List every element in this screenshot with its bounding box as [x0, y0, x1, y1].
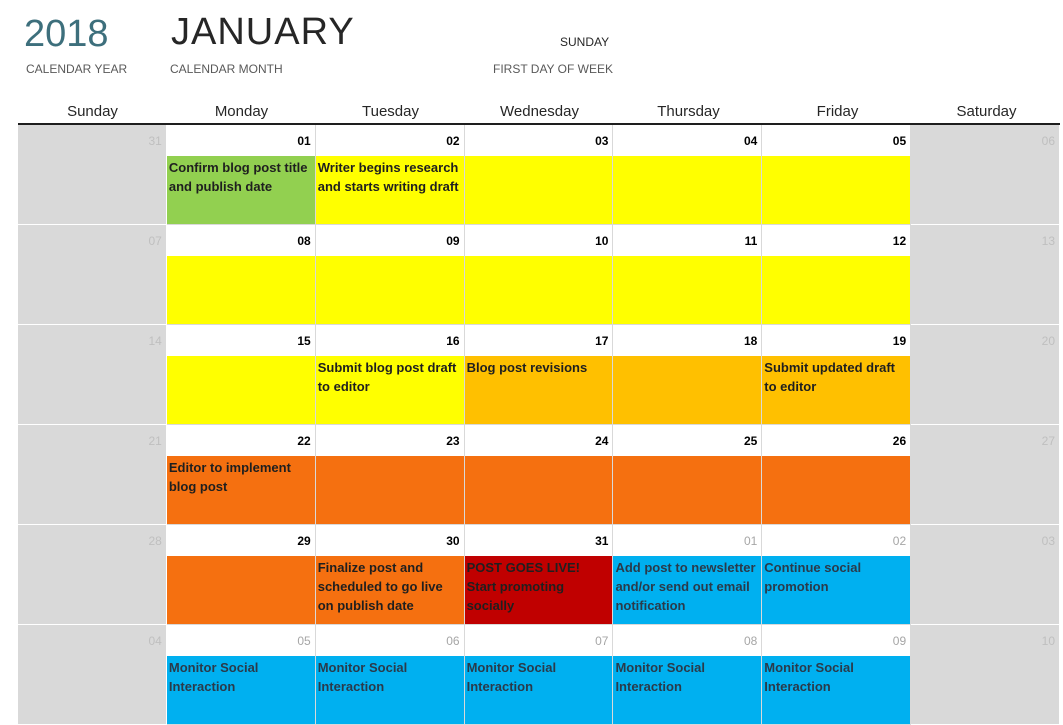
event-block[interactable] [613, 456, 761, 524]
weekday-header: Monday [214, 103, 269, 120]
day-cell[interactable] [613, 125, 762, 225]
calendar-year[interactable]: 2018 [24, 13, 109, 55]
day-cell[interactable] [18, 525, 167, 625]
weekday-header: Tuesday [362, 103, 419, 120]
day-cell[interactable] [613, 525, 762, 625]
event-block[interactable]: Monitor Social Interaction [762, 656, 910, 724]
day-cell[interactable] [316, 625, 465, 725]
day-cell[interactable] [465, 425, 614, 525]
day-number: 29 [297, 534, 311, 548]
day-number: 30 [446, 534, 460, 548]
day-number: 09 [446, 234, 460, 248]
day-number: 18 [743, 334, 758, 348]
calendar-week-row [18, 625, 1060, 725]
event-block[interactable]: Confirm blog post title and publish date [167, 156, 315, 224]
day-number: 03 [1041, 534, 1056, 548]
day-cell[interactable] [18, 225, 167, 325]
day-cell[interactable] [762, 125, 911, 225]
day-cell[interactable] [911, 225, 1060, 325]
day-cell[interactable] [18, 125, 167, 225]
event-block[interactable] [762, 256, 910, 324]
event-block[interactable]: Monitor Social Interaction [167, 656, 315, 724]
day-cell[interactable] [762, 625, 911, 725]
weekday-header: Thursday [657, 103, 720, 120]
event-block[interactable]: Monitor Social Interaction [465, 656, 613, 724]
day-cell[interactable] [316, 525, 465, 625]
day-number: 17 [595, 334, 609, 348]
weekday-header-row [18, 103, 1061, 120]
day-cell[interactable] [167, 625, 316, 725]
day-cell[interactable] [911, 325, 1060, 425]
day-number: 04 [148, 634, 162, 648]
day-cell[interactable] [18, 425, 167, 525]
day-cell[interactable] [911, 125, 1060, 225]
day-number: 31 [595, 534, 609, 548]
day-number: 13 [1041, 234, 1056, 248]
day-cell[interactable] [911, 525, 1060, 625]
day-number: 01 [743, 534, 758, 548]
day-cell[interactable] [167, 525, 316, 625]
day-cell[interactable] [316, 425, 465, 525]
day-number: 27 [1041, 434, 1056, 448]
day-cell[interactable] [465, 225, 614, 325]
day-number: 10 [1041, 634, 1056, 648]
day-cell[interactable] [465, 625, 614, 725]
day-number: 11 [744, 234, 758, 248]
day-number: 14 [148, 334, 162, 348]
day-cell[interactable] [316, 125, 465, 225]
day-cell[interactable] [911, 625, 1060, 725]
event-block[interactable] [613, 156, 761, 224]
event-block[interactable]: Submit blog post draft to editor [316, 356, 464, 424]
day-cell[interactable] [316, 325, 465, 425]
day-cell[interactable] [762, 225, 911, 325]
event-block[interactable]: Continue social promotion [762, 556, 910, 624]
day-number: 23 [446, 434, 460, 448]
day-number: 05 [297, 634, 311, 648]
day-number: 02 [446, 134, 460, 148]
day-number: 26 [892, 434, 907, 448]
day-cell[interactable] [762, 325, 911, 425]
event-block[interactable] [762, 456, 910, 524]
calendar-month[interactable]: JANUARY [171, 11, 355, 53]
weekday-header: Friday [816, 103, 859, 120]
calendar-week-row [18, 125, 1060, 225]
first-day-of-week[interactable]: SUNDAY [560, 35, 610, 49]
day-cell[interactable] [911, 425, 1060, 525]
calendar-week-row [18, 425, 1060, 525]
day-cell[interactable] [613, 325, 762, 425]
day-number: 04 [743, 134, 758, 148]
weekday-header: Sunday [67, 103, 118, 120]
day-cell[interactable] [762, 525, 911, 625]
day-cell[interactable] [167, 125, 316, 225]
day-cell[interactable] [613, 225, 762, 325]
day-number: 28 [148, 534, 162, 548]
day-cell[interactable] [18, 625, 167, 725]
day-number: 20 [1041, 334, 1056, 348]
day-number: 08 [743, 634, 758, 648]
day-cell[interactable] [465, 525, 614, 625]
day-number: 06 [446, 634, 460, 648]
event-block[interactable]: Editor to implement blog post [167, 456, 315, 524]
calendar-week-row [18, 525, 1060, 625]
day-number: 01 [297, 134, 311, 148]
event-block[interactable] [465, 156, 613, 224]
event-block[interactable] [465, 456, 613, 524]
calendar-month-caption: CALENDAR MONTH [170, 62, 283, 76]
day-number: 03 [595, 134, 609, 148]
day-cell[interactable] [18, 325, 167, 425]
event-block[interactable] [465, 256, 613, 324]
event-block[interactable]: POST GOES LIVE! Start promoting socially [465, 556, 613, 624]
day-cell[interactable] [167, 225, 316, 325]
day-cell[interactable] [167, 425, 316, 525]
day-number: 31 [148, 134, 162, 148]
calendar-grid [18, 125, 1060, 725]
day-cell[interactable] [167, 325, 316, 425]
day-number: 06 [1041, 134, 1056, 148]
event-block[interactable]: Blog post revisions [465, 356, 613, 424]
day-number: 02 [892, 534, 907, 548]
event-block[interactable]: Monitor Social Interaction [316, 656, 464, 724]
day-cell[interactable] [465, 325, 614, 425]
day-number: 24 [595, 434, 609, 448]
event-block[interactable] [167, 556, 315, 624]
event-block[interactable]: Monitor Social Interaction [613, 656, 761, 724]
calendar-year-caption: CALENDAR YEAR [26, 62, 128, 76]
event-block[interactable] [167, 356, 315, 424]
event-block[interactable] [167, 256, 315, 324]
day-number: 25 [743, 434, 758, 448]
first-day-of-week-caption: FIRST DAY OF WEEK [493, 62, 614, 76]
day-cell[interactable] [762, 425, 911, 525]
day-number: 22 [297, 434, 311, 448]
event-block[interactable]: Writer begins research and starts writing draft [316, 156, 464, 224]
event-block[interactable] [316, 456, 464, 524]
day-number: 09 [892, 634, 907, 648]
day-number: 07 [148, 234, 162, 248]
day-number: 05 [892, 134, 907, 148]
day-cell[interactable] [613, 625, 762, 725]
day-number: 08 [297, 234, 311, 248]
day-number: 21 [148, 434, 162, 448]
calendar-week-row [18, 325, 1060, 425]
weekday-header: Wednesday [500, 103, 579, 120]
day-number: 07 [595, 634, 609, 648]
day-number: 15 [297, 334, 311, 348]
weekday-header: Saturday [956, 103, 1017, 120]
event-block[interactable] [762, 156, 910, 224]
day-number: 10 [595, 234, 609, 248]
calendar-week-row [18, 225, 1060, 325]
event-block[interactable] [613, 356, 761, 424]
event-block[interactable] [613, 256, 761, 324]
event-block[interactable]: Submit updated draft to editor [762, 356, 910, 424]
day-number: 12 [892, 234, 907, 248]
day-number: 16 [446, 334, 460, 348]
event-block[interactable]: Add post to newsletter and/or send out email notification [613, 556, 761, 624]
event-block[interactable]: Finalize post and scheduled to go live on publish date [316, 556, 464, 624]
day-number: 19 [892, 334, 907, 348]
day-cell[interactable] [465, 125, 614, 225]
day-cell[interactable] [316, 225, 465, 325]
event-block[interactable] [316, 256, 464, 324]
day-cell[interactable] [613, 425, 762, 525]
